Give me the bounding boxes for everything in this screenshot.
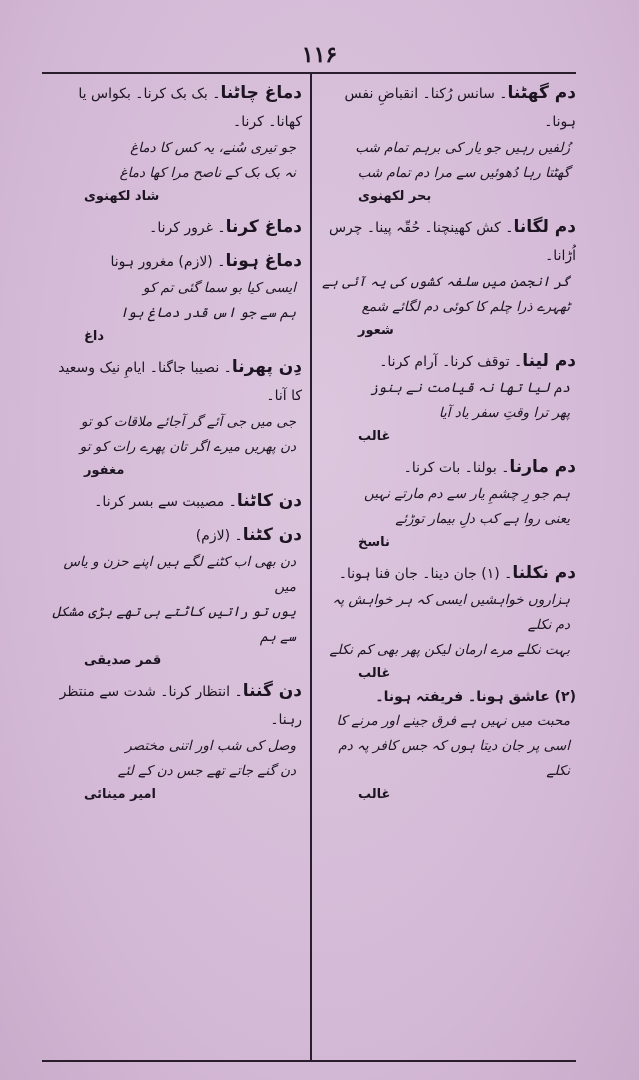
- entry-meaning: ۔ نصیبا جاگنا۔ ایامِ نیک وسعید کا آنا۔: [58, 360, 302, 404]
- dictionary-entry: [44, 248, 302, 348]
- entry-headword: [44, 522, 302, 550]
- dictionary-entry: [318, 214, 576, 342]
- entry-headword: [318, 560, 576, 588]
- headword-text: دماغ کرنا: [225, 217, 302, 237]
- dictionary-entry: [44, 80, 302, 208]
- poet-name: قمر صدیقی: [84, 653, 162, 668]
- entry-meaning: ۔ (لازم): [195, 528, 243, 544]
- entry-headword: [44, 248, 302, 276]
- verse-line: نہ بک بک کے ناصح مرا کھا دماغ: [119, 165, 296, 181]
- poet-name: شاد لکھنوی: [84, 189, 160, 204]
- sub-meaning: (۲) عاشق ہونا۔ فریفتہ ہونا۔: [375, 689, 576, 705]
- entry-meaning: ۔ کش کھینچنا۔ حُقّہ پینا۔ چرس اُڑانا۔: [328, 220, 576, 264]
- poet-name: بحر لکھنوی: [358, 189, 432, 204]
- headword-text: دن کاٹنا: [236, 491, 302, 511]
- verse-line: پھر ترا وقتِ سفر یاد آیا: [438, 405, 570, 421]
- entry-meaning: ۔ (لازم) مغرور ہونا: [110, 254, 226, 270]
- verse-line: وصل کی شب اور اتنی مختصر: [125, 738, 296, 754]
- dictionary-entry: [318, 80, 576, 208]
- headword-text: دن گننا: [242, 681, 302, 701]
- headword-text: دماغ ہونا: [225, 251, 302, 271]
- entry-meaning: ۔ بولنا۔ بات کرنا۔: [403, 460, 510, 476]
- entry-meaning: ۔ غرور کرنا۔: [149, 220, 226, 236]
- dictionary-entry: [318, 454, 576, 554]
- entry-headword: [44, 80, 302, 136]
- left-column: [44, 80, 302, 812]
- verse-line: ہزاروں خواہشیں ایسی کہ ہر خواہش پہ دم نکلے: [332, 592, 570, 633]
- dictionary-entry: [44, 488, 302, 516]
- poet-name: ناسخ: [358, 535, 390, 550]
- poet-name: غالب: [358, 666, 391, 681]
- headword-text: دم گھٹنا: [507, 83, 576, 103]
- entry-headword: [44, 678, 302, 734]
- dictionary-entry: [44, 522, 302, 672]
- verse-line: جو تیری سُنے، یہ کس کا دماغ: [130, 140, 296, 156]
- verse-line: محبت میں نہیں ہے فرق جینے اور مرنے کا: [336, 713, 570, 729]
- top-rule: [42, 72, 576, 74]
- headword-text: دم نکلنا: [512, 563, 576, 583]
- verse-line: دم لیا تھا نہ قیامت نے ہنوز: [370, 380, 570, 396]
- dictionary-entry: [44, 214, 302, 242]
- poet-name: امیر مینائی: [84, 787, 157, 802]
- verse-line: دن پھریں میرے اگر تان پھرے رات کو تو: [79, 439, 296, 455]
- headword-text: دن کٹنا: [242, 525, 302, 545]
- entry-meaning: ۔ سانس رُکنا۔ انقباضِ نفس ہونا۔: [344, 86, 576, 130]
- verse-line: بہت نکلے مرے ارمان لیکن پھر بھی کم نکلے: [329, 642, 570, 658]
- poet-name: غالب: [358, 429, 391, 444]
- headword-text: دم مارنا: [509, 457, 576, 477]
- verse-line: ہم جو رِ چشمِ یار سے دم مارتے نہیں: [364, 486, 570, 502]
- verse-line: گر انجمن میں سلفہ کشوں کی یہ آئی ہے: [322, 274, 570, 290]
- verse-line: ہم سے جو اس قدر دماغ ہوا: [119, 305, 296, 321]
- headword-text: دماغ چاٹنا: [220, 83, 302, 103]
- right-column: [318, 80, 576, 812]
- headword-text: دِن پھرنا: [231, 357, 302, 377]
- entry-meaning: ۔ توقف کرنا۔ آرام کرنا۔: [379, 354, 523, 370]
- verse-line: دن گنے جاتے تھے جس دن کے لئے: [117, 763, 296, 779]
- entry-meaning: ۔ بک بک کرنا۔ بکواس یا کھانا۔ کرنا۔: [78, 86, 302, 130]
- entry-meaning: ۔ (۱) جان دینا۔ جان فنا ہونا۔: [338, 566, 513, 582]
- headword-text: دم لگانا: [513, 217, 576, 237]
- entry-meaning: ۔ مصیبت سے بسر کرنا۔: [94, 494, 237, 510]
- entry-headword: [44, 488, 302, 516]
- entry-headword: [318, 80, 576, 136]
- entry-meaning: ۔ انتظار کرنا۔ شدت سے منتظر رہنا۔: [59, 684, 302, 728]
- entry-headword: [318, 454, 576, 482]
- poet-name: شعور: [358, 323, 394, 338]
- column-divider: [310, 72, 312, 1060]
- verse-line: ایسی کیا بو سما گئی تم کو: [142, 280, 296, 296]
- poet-name: داغ: [84, 329, 105, 344]
- entry-headword: [318, 348, 576, 376]
- dictionary-entry: [44, 354, 302, 482]
- verse-line: یعنی روا ہے کب دلِ بیمار توڑئے: [395, 511, 570, 527]
- dictionary-entry: [44, 678, 302, 806]
- verse-line: جی میں جی آئے گر آجائے ملاقات کو تو: [81, 414, 296, 430]
- entry-headword: [44, 214, 302, 242]
- verse-line: یوں تو راتیں کاٹتے ہی تھے بڑی مشکل سے ہم: [52, 604, 296, 645]
- entry-headword: [318, 214, 576, 270]
- poet-name: غالب: [358, 787, 391, 802]
- verse-line: دن بھی اب کٹنے لگے ہیں اپنے حزن و یاس میں: [63, 554, 296, 595]
- bottom-rule: [42, 1060, 576, 1062]
- verse-line: زُلفیں رہیں جو یار کی برہم تمام شب: [355, 140, 570, 156]
- entry-headword: [44, 354, 302, 410]
- dictionary-entry: [318, 348, 576, 448]
- verse-line: اسی پر جان دیتا ہوں کہ جس کافر پہ دم نکلے: [338, 738, 570, 779]
- verse-line: گھٹتا رہا دُھوئیں سے مرا دم تمام شب: [357, 165, 570, 181]
- verse-line: ٹھہرے ذرا چلم کا کوئی دم لگائے شمع: [361, 299, 570, 315]
- poet-name: مغفور: [84, 463, 125, 478]
- headword-text: دم لینا: [522, 351, 576, 371]
- dictionary-entry: [318, 560, 576, 806]
- page-number: ۱۱۶: [301, 42, 338, 68]
